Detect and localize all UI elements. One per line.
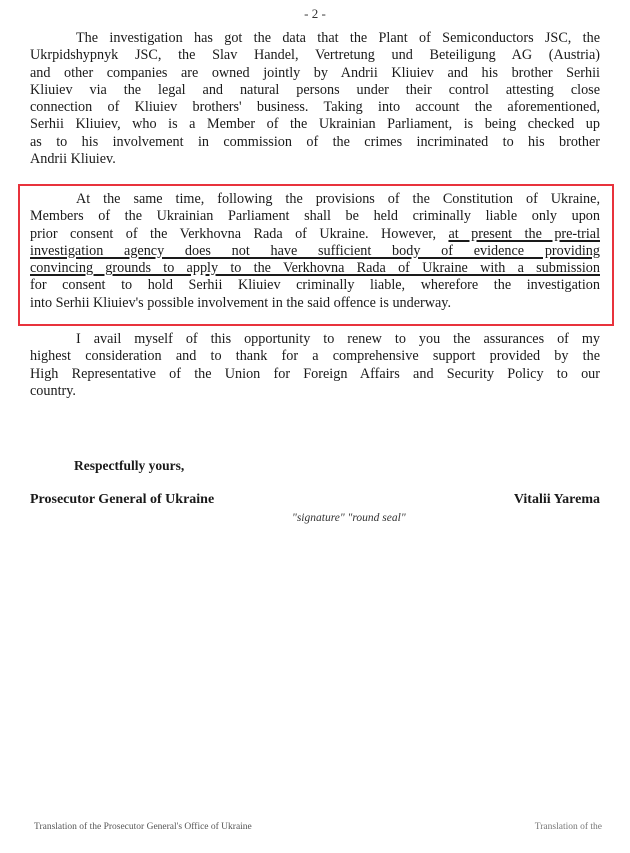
text-line: [30, 226, 600, 243]
closing-salutation: Respectfully yours,: [74, 458, 185, 473]
paragraph-assurances: [30, 331, 600, 400]
footer-translation-note: Translation of the Prosecutor General's Office of Ukraine: [34, 822, 252, 832]
text-line: Andrii Kliuiev.: [30, 151, 116, 168]
underlined-text: investigation agency does not have sufficient body of evidence providing: [30, 242, 600, 259]
text-line: At the same time, following the provisions of the Constitution of Ukraine,: [76, 191, 600, 207]
paragraph-constitution: [30, 191, 600, 312]
signatory-name: Vitalii Yarema: [513, 492, 600, 507]
text-line: into Serhii Kliuiev's possible involvement in the said offence is underway.: [30, 294, 452, 311]
underlined-text: at present the pre-trial: [448, 225, 600, 242]
text-line: High Representative of the Union for Foreign Affairs and Security Policy to our: [30, 365, 600, 382]
text-line: country.: [30, 382, 76, 399]
text-line: Kliuiev via the legal and natural persons under their control attesting close: [30, 81, 600, 98]
page-number: - 2 -: [304, 6, 326, 21]
text-plain: prior consent of the Verkhovna Rada of Ukraine. However,: [30, 225, 436, 242]
text-line: Members of the Ukrainian Parliament shall be held criminally liable only upon: [30, 208, 600, 225]
text-line: I avail myself of this opportunity to renew to you the assurances of my: [76, 331, 600, 347]
underlined-text: convincing grounds to apply to the Verkhovna Rada of Ukraine with a submission: [30, 260, 600, 277]
signature-seal-note: "signature" "round seal": [292, 512, 406, 524]
text-line: and other companies are owned jointly by Andrii Kliuiev and his brother Serhii: [30, 64, 600, 81]
text-line: as to his involvement in commission of the crimes incriminated to his brother: [30, 133, 600, 150]
text-line: for consent to hold Serhii Kliuiev criminally liable, wherefore the investigation: [30, 277, 600, 294]
text-line: The investigation has got the data that the Plant of Semiconductors JSC, the: [76, 30, 600, 46]
footer-right-note: Translation of the: [534, 822, 602, 832]
paragraph-investigation-data: [30, 30, 600, 168]
signatory-title: Prosecutor General of Ukraine: [30, 492, 215, 507]
text-line: highest consideration and to thank for a comprehensive support provided by the: [30, 348, 600, 365]
text-line: Serhii Kliuiev, who is a Member of the Ukrainian Parliament, is being checked up: [30, 116, 600, 133]
text-line: Ukrpidshypnyk JSC, the Slav Handel, Vertretung und Beteiligung AG (Austria): [30, 47, 600, 64]
text-line: connection of Kliuiev brothers' business. Taking into account the aforementioned,: [30, 99, 600, 116]
